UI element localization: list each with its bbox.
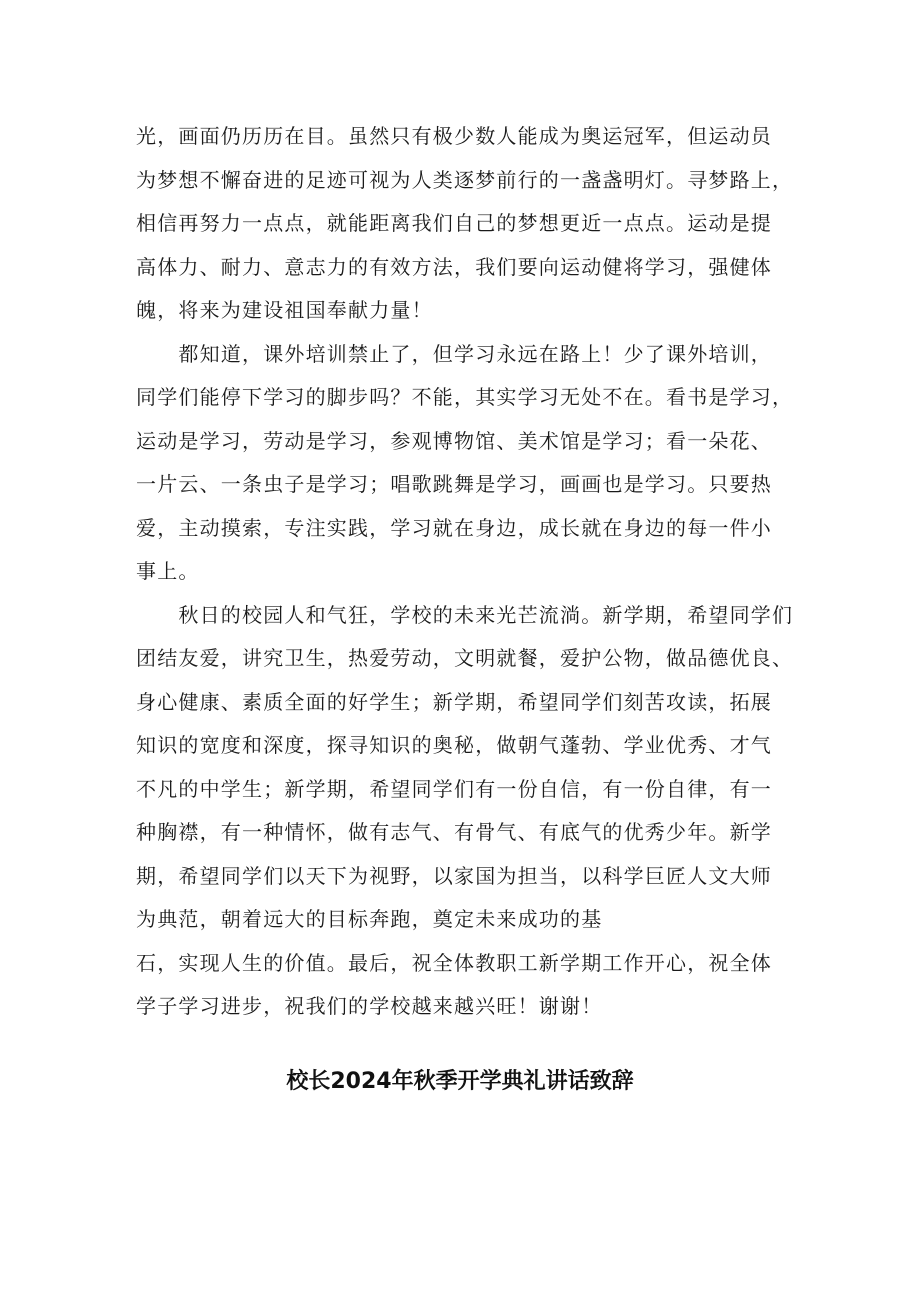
text-line: 为典范，朝着远大的目标奔跑，奠定未来成功的基 <box>136 907 603 931</box>
text-line: 不凡的中学生；新学期，希望同学们有一份自信，有一份自律，有一 <box>136 776 772 801</box>
text-line: 团结友爱，讲究卫生，热爱劳动，文明就餐，爱护公物，做品德优良、 <box>136 646 794 670</box>
text-line: 都知道，课外培训禁止了，但学习永远在路上！少了课外培训， <box>136 341 772 366</box>
text-line: 身心健康、素质全面的好学生；新学期，希望同学们刻苦攻读，拓展 <box>136 689 772 714</box>
text-line: 运动是学习，劳动是学习，参观博物馆、美术馆是学习；看一朵花、 <box>136 428 772 453</box>
text-line: 种胸襟，有一种情怀，做有志气、有骨气、有底气的优秀少年。新学 <box>136 820 772 844</box>
text-line: 爱，主动摸索，专注实践，学习就在身边，成长就在身边的每一件小 <box>136 515 772 540</box>
text-line: 石，实现人生的价值。最后，祝全体教职工新学期工作开心，祝全体 <box>136 950 772 975</box>
text-line: 光，画面仍历历在目。虽然只有极少数人能成为奥运冠军，但运动员 <box>136 124 772 148</box>
text-line: 魄，将来为建设祖国奉献力量！ <box>136 298 433 322</box>
text-line: 高体力、耐力、意志力的有效方法，我们要向运动健将学习，强健体 <box>136 254 772 279</box>
document-title: 校长2024年秋季开学典礼讲话致辞 <box>286 1069 634 1094</box>
body-text <box>136 115 796 1029</box>
text-line: 一片云、一条虫子是学习；唱歌跳舞是学习，画画也是学习。只要热 <box>136 472 772 496</box>
text-line: 事上。 <box>136 559 200 583</box>
text-line: 学子学习进步，祝我们的学校越来越兴旺！谢谢！ <box>136 994 603 1018</box>
text-line: 知识的宽度和深度，探寻知识的奥秘，做朝气蓬勃、学业优秀、才气 <box>136 733 772 757</box>
text-line: 期，希望同学们以天下为视野，以家国为担当，以科学巨匠人文大师 <box>136 863 772 888</box>
text-line: 相信再努力一点点，就能距离我们自己的梦想更近一点点。运动是提 <box>136 211 772 235</box>
text-line: 为梦想不懈奋进的足迹可视为人类逐梦前行的一盏盏明灯。寻梦路上， <box>136 167 794 192</box>
text-line: 同学们能停下学习的脚步吗？不能，其实学习无处不在。看书是学习， <box>136 385 794 409</box>
text-line: 秋日的校园人和气狂，学校的未来光芒流淌。新学期，希望同学们 <box>136 602 794 627</box>
